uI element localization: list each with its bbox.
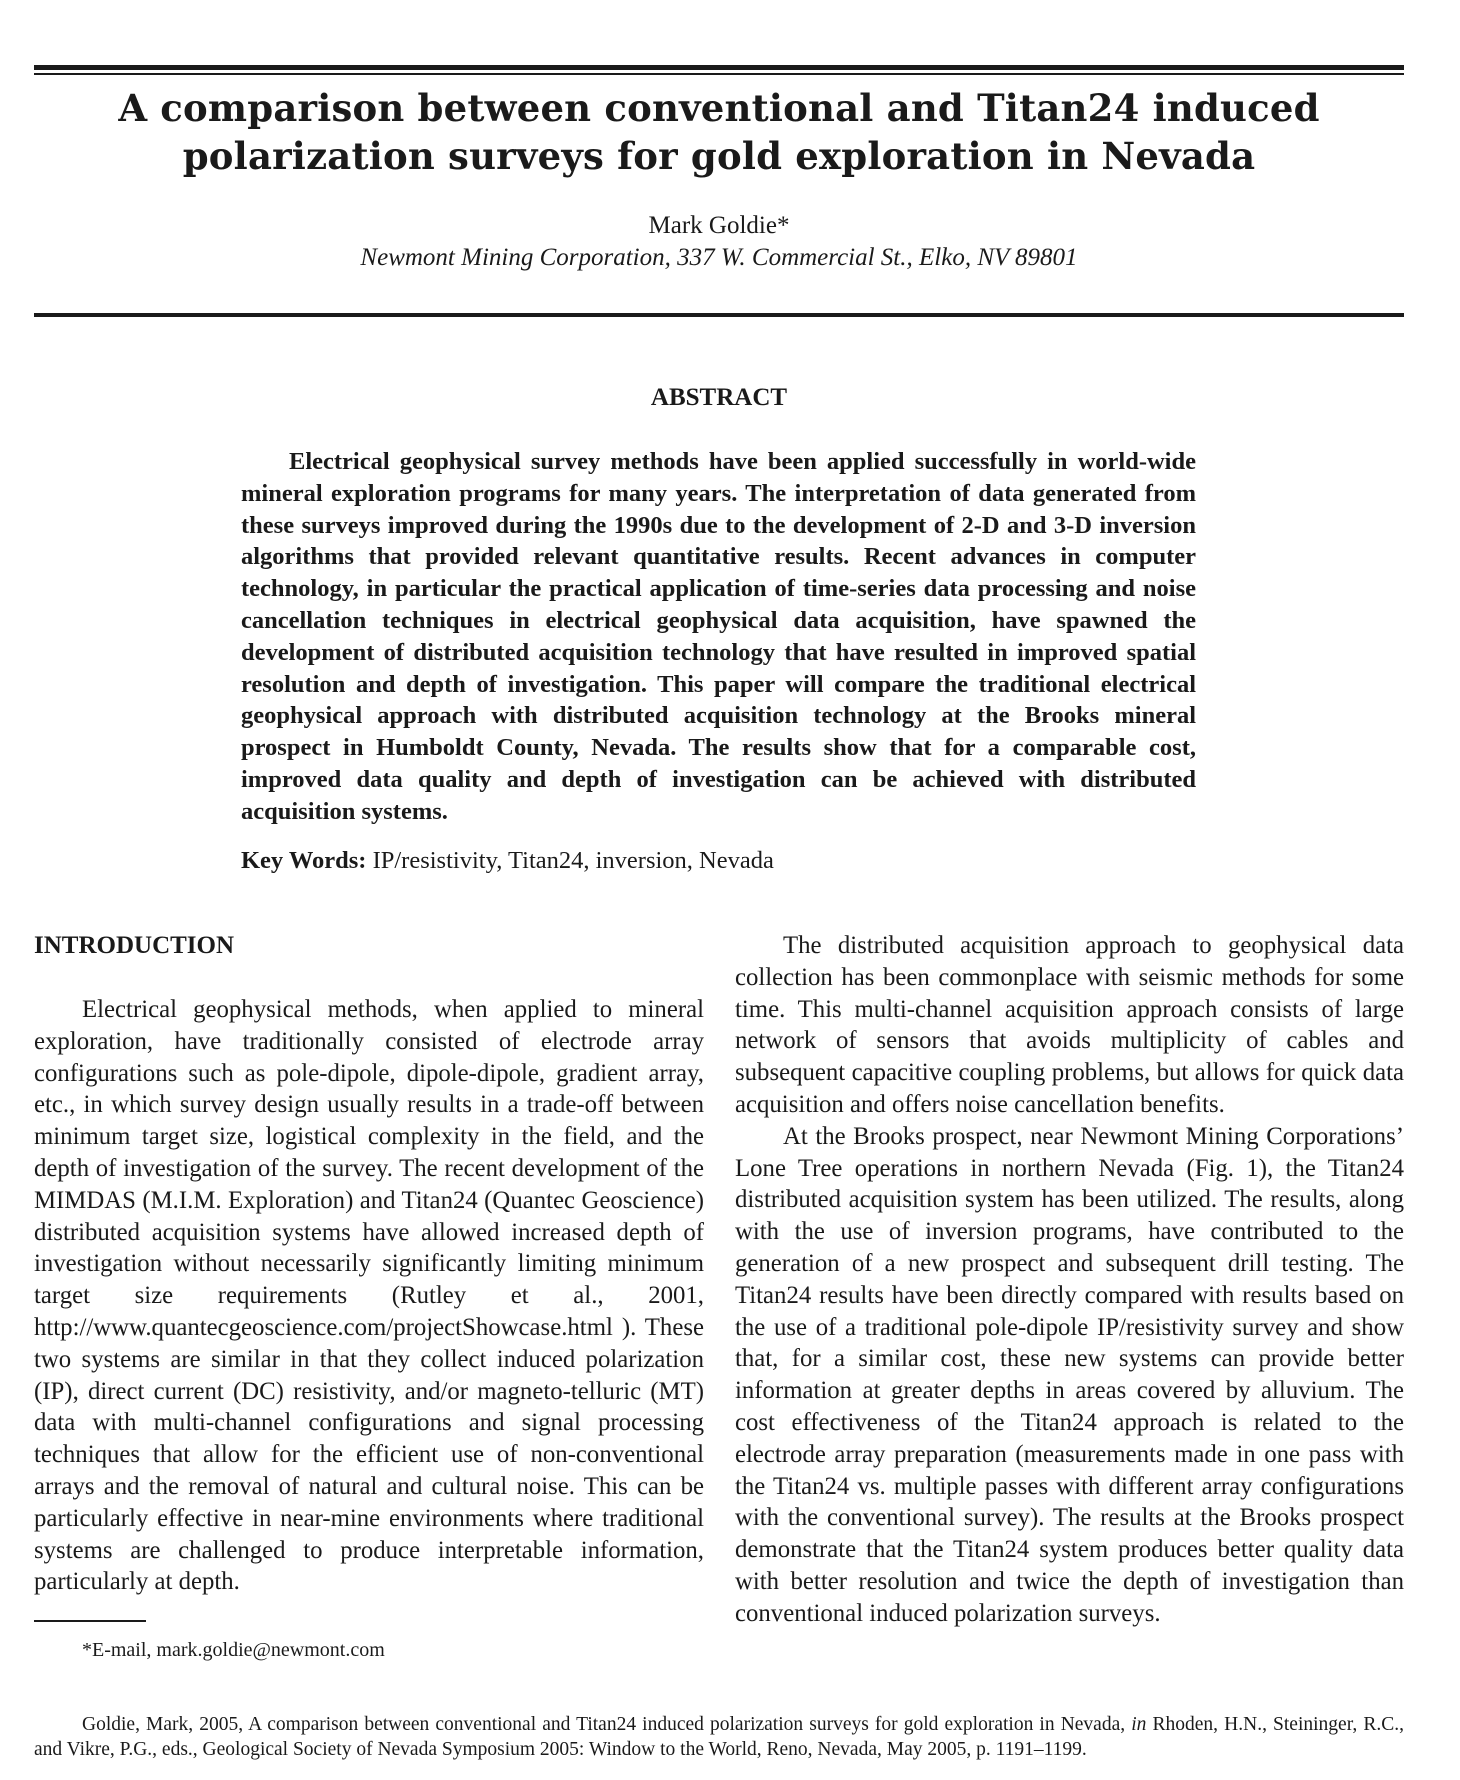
keywords-value: IP/resistivity, Titan24, inversion, Nevada [372, 847, 774, 874]
intro-paragraph-1: Electrical geophysical methods, when applied to mineral exploration, have traditionally consisted of electrode array configurations such as pole-dipole, dipole-dipole, gradient array, etc., in which survey design usually results in a trade-off between minimum target size, logistical complexity in the field, and the depth of investigation of the survey. The recent development of the MIMDAS (M.I.M. Exploration) and Titan24 (Quantec Geoscience) distributed acquisition systems have allowed increased depth of investigation without necessarily significantly limiting minimum target size requirements (Rutley et al., 2001, http://www.quantecgeoscience.com/projectShowcase.html ). These two systems are similar in that they collect induced polarization (IP), direct current (DC) resistivity, and/or magneto-telluric (MT) data with multi-channel configurations and signal processing techniques that allow for the efficient use of non-conventional arrays and the removal of natural and cultural noise. This can be particularly effective in near-mine environments where traditional systems are challenged to produce interpretable information, particularly at depth. [34, 996, 704, 1596]
citation [34, 1712, 1404, 1762]
keywords [241, 845, 1196, 877]
left-column [34, 930, 704, 1598]
author-name: Mark Goldie* [648, 212, 790, 239]
abstract-body: Electrical geophysical survey methods have been applied successfully in world-wide mineral exploration programs for many years. The interpretation of data generated from these surveys improved during the 1990s due to the development of 2-D and 3-D inversion algorithms that provided relevant quantitative results. Recent advances in computer technology, in particular the practical application of time-series data processing and noise cancellation techniques in electrical geophysical data acquisition, have spawned the development of distributed acquisition technology that have resulted in improved spatial resolution and depth of investigation. This paper will compare the traditional electrical geophysical approach with distributed acquisition technology at the Brooks mineral prospect in Humboldt County, Nevada. The results show that for a comparable cost, improved data quality and depth of investigation can be achieved with distributed acquisition systems. [241, 448, 1196, 825]
header-bottom-rule [34, 313, 1404, 317]
citation-before-in: Goldie, Mark, 2005, A comparison between conventional and Titan24 induced polarization surveys for gold exploration in Nevada, [82, 1714, 1126, 1735]
title-line-2: polarization surveys for gold exploration in Nevada [182, 134, 1256, 178]
intro-paragraph-3: At the Brooks prospect, near Newmont Mining Corporations’ Lone Tree operations in northern Nevada (Fig. 1), the Titan24 distributed acquisition system has been utilized. The results, along with the use of inversion programs, have contributed to the generation of a new prospect and subsequent drill testing. The Titan24 results have been directly compared with results based on the use of a traditional pole-dipole IP/resistivity survey and show that, for a similar cost, these new systems can provide better information at greater depths in areas covered by alluvium. The cost effectiveness of the Titan24 approach is related to the electrode array preparation (measurements made in one pass with the Titan24 vs. multiple passes with different array configurations with the conventional survey). The results at the Brooks prospect demonstrate that the Titan24 system produces better quality data with better resolution and twice the depth of investigation than conventional induced polarization surveys. [735, 1122, 1404, 1627]
top-rule-thin [34, 73, 1404, 75]
intro-paragraph-2: The distributed acquisition approach to geophysical data collection has been commonplace with seismic methods for some time. This multi-channel acquisition approach consists of large network of sensors that avoids multiplicity of cables and subsequent capacitive coupling problems, but allows for quick data acquisition and offers noise cancellation benefits. [735, 932, 1404, 1118]
top-rule-thick [34, 65, 1404, 70]
section-heading-introduction: INTRODUCTION [34, 932, 235, 959]
footnote-rule [34, 1620, 146, 1622]
footnote-email: *E-mail, mark.goldie@newmont.com [82, 1639, 385, 1661]
citation-after-in: Rhoden, H.N., Steininger, R.C., and Vikre, P.G., eds., Geological Society of Nevada Symposium 2005: Window to the World, Reno, Nevada, May 2005, p. 1191–1199. [34, 1714, 1405, 1760]
right-column [735, 930, 1404, 1630]
author-affiliation: Newmont Mining Corporation, 337 W. Commercial St., Elko, NV 89801 [360, 244, 1078, 271]
keywords-label: Key Words: [241, 847, 367, 874]
paper-title [34, 84, 1404, 180]
citation-in-word: in [1131, 1714, 1147, 1735]
title-line-1: A comparison between conventional and Titan24 induced [118, 86, 1320, 130]
abstract-heading: ABSTRACT [650, 384, 788, 411]
